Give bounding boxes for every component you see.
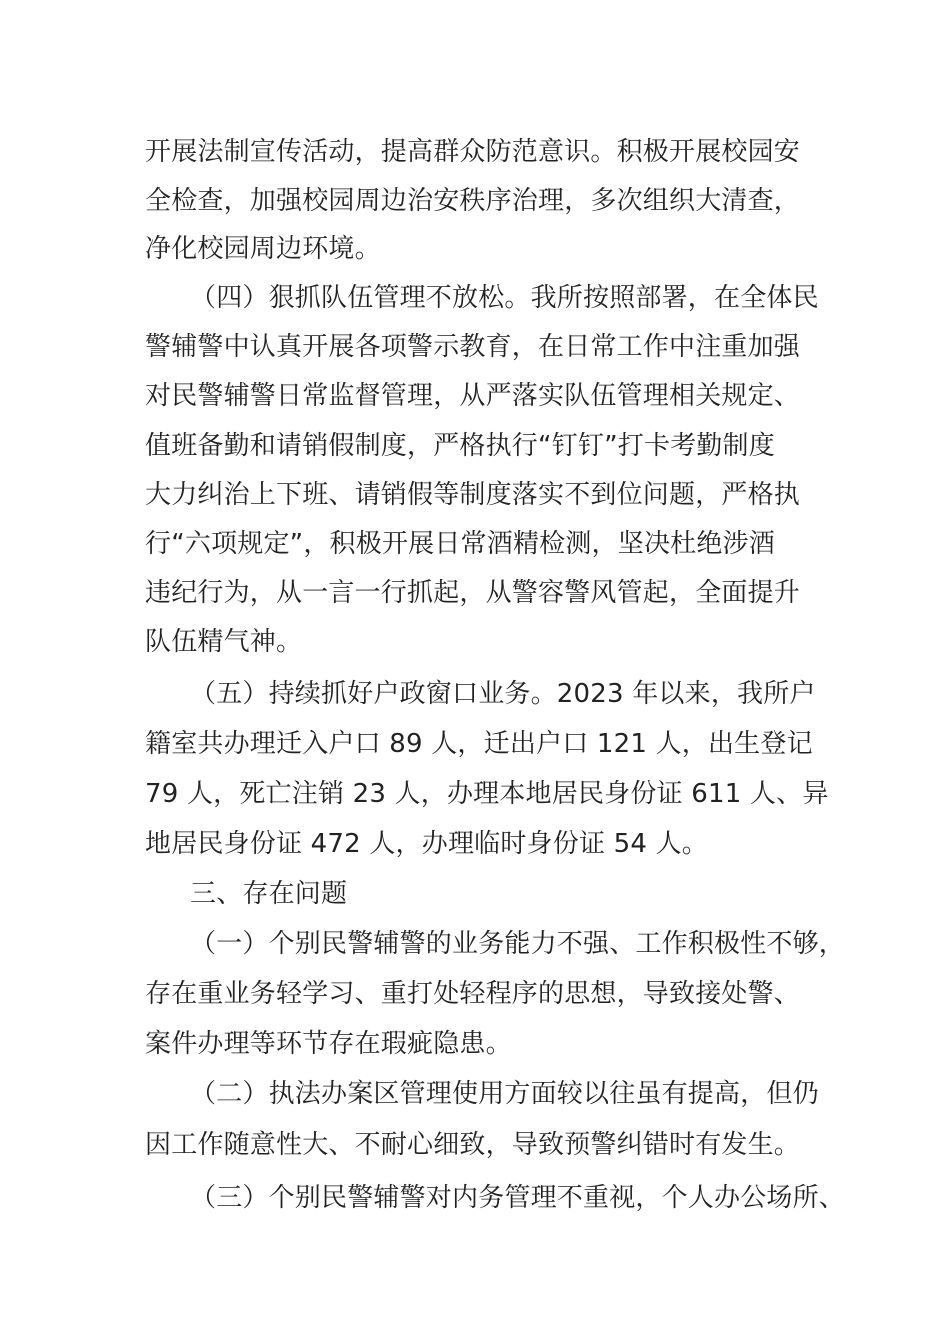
text-line: 违纪行为，从一言一行抓起，从警容警风管起，全面提升 <box>145 578 801 608</box>
text-line: （五）持续抓好户政窗口业务。2023 年以来，我所户 <box>190 679 816 709</box>
text-line: 79 人，死亡注销 23 人，办理本地居民身份证 611 人、异 <box>145 779 829 809</box>
text-line: 队伍精气神。 <box>145 627 303 657</box>
text-line: 因工作随意性大、不耐心细致，导致预警纠错时有发生。 <box>145 1130 801 1160</box>
text-line: 案件办理等环节存在瑕疵隐患。 <box>145 1029 512 1059</box>
text-line: 对民警辅警日常监督管理，从严落实队伍管理相关规定、 <box>145 381 801 411</box>
text-line: （四）狠抓队伍管理不放松。我所按照部署，在全体民 <box>190 283 819 313</box>
text-line: 全检查，加强校园周边治安秩序治理，多次组织大清查， <box>145 186 801 216</box>
text-line: （一）个别民警辅警的业务能力不强、工作积极性不够， <box>190 929 846 959</box>
text-line: 地居民身份证 472 人，办理临时身份证 54 人。 <box>145 829 708 859</box>
text-line: 籍室共办理迁入户口 89 人，迁出户口 121 人，出生登记 <box>145 729 813 759</box>
text-line: 警辅警中认真开展各项警示教育，在日常工作中注重加强 <box>145 332 801 362</box>
text-line: 值班备勤和请销假制度，严格执行“钉钉”打卡考勤制度 <box>145 431 775 461</box>
text-line: （三）个别民警辅警对内务管理不重视，个人办公场所、 <box>190 1183 846 1213</box>
text-line: 行“六项规定”，积极开展日常酒精检测，坚决杜绝涉酒 <box>145 529 775 559</box>
text-line: 开展法制宣传活动，提高群众防范意识。积极开展校园安 <box>145 137 801 167</box>
section-heading: 三、存在问题 <box>190 879 348 909</box>
text-line: 存在重业务轻学习、重打处轻程序的思想，导致接处警、 <box>145 979 801 1009</box>
text-line: 大力纠治上下班、请销假等制度落实不到位问题，严格执 <box>145 480 801 510</box>
text-line: （二）执法办案区管理使用方面较以往虽有提高，但仍 <box>190 1079 819 1109</box>
text-line: 净化校园周边环境。 <box>145 234 381 264</box>
